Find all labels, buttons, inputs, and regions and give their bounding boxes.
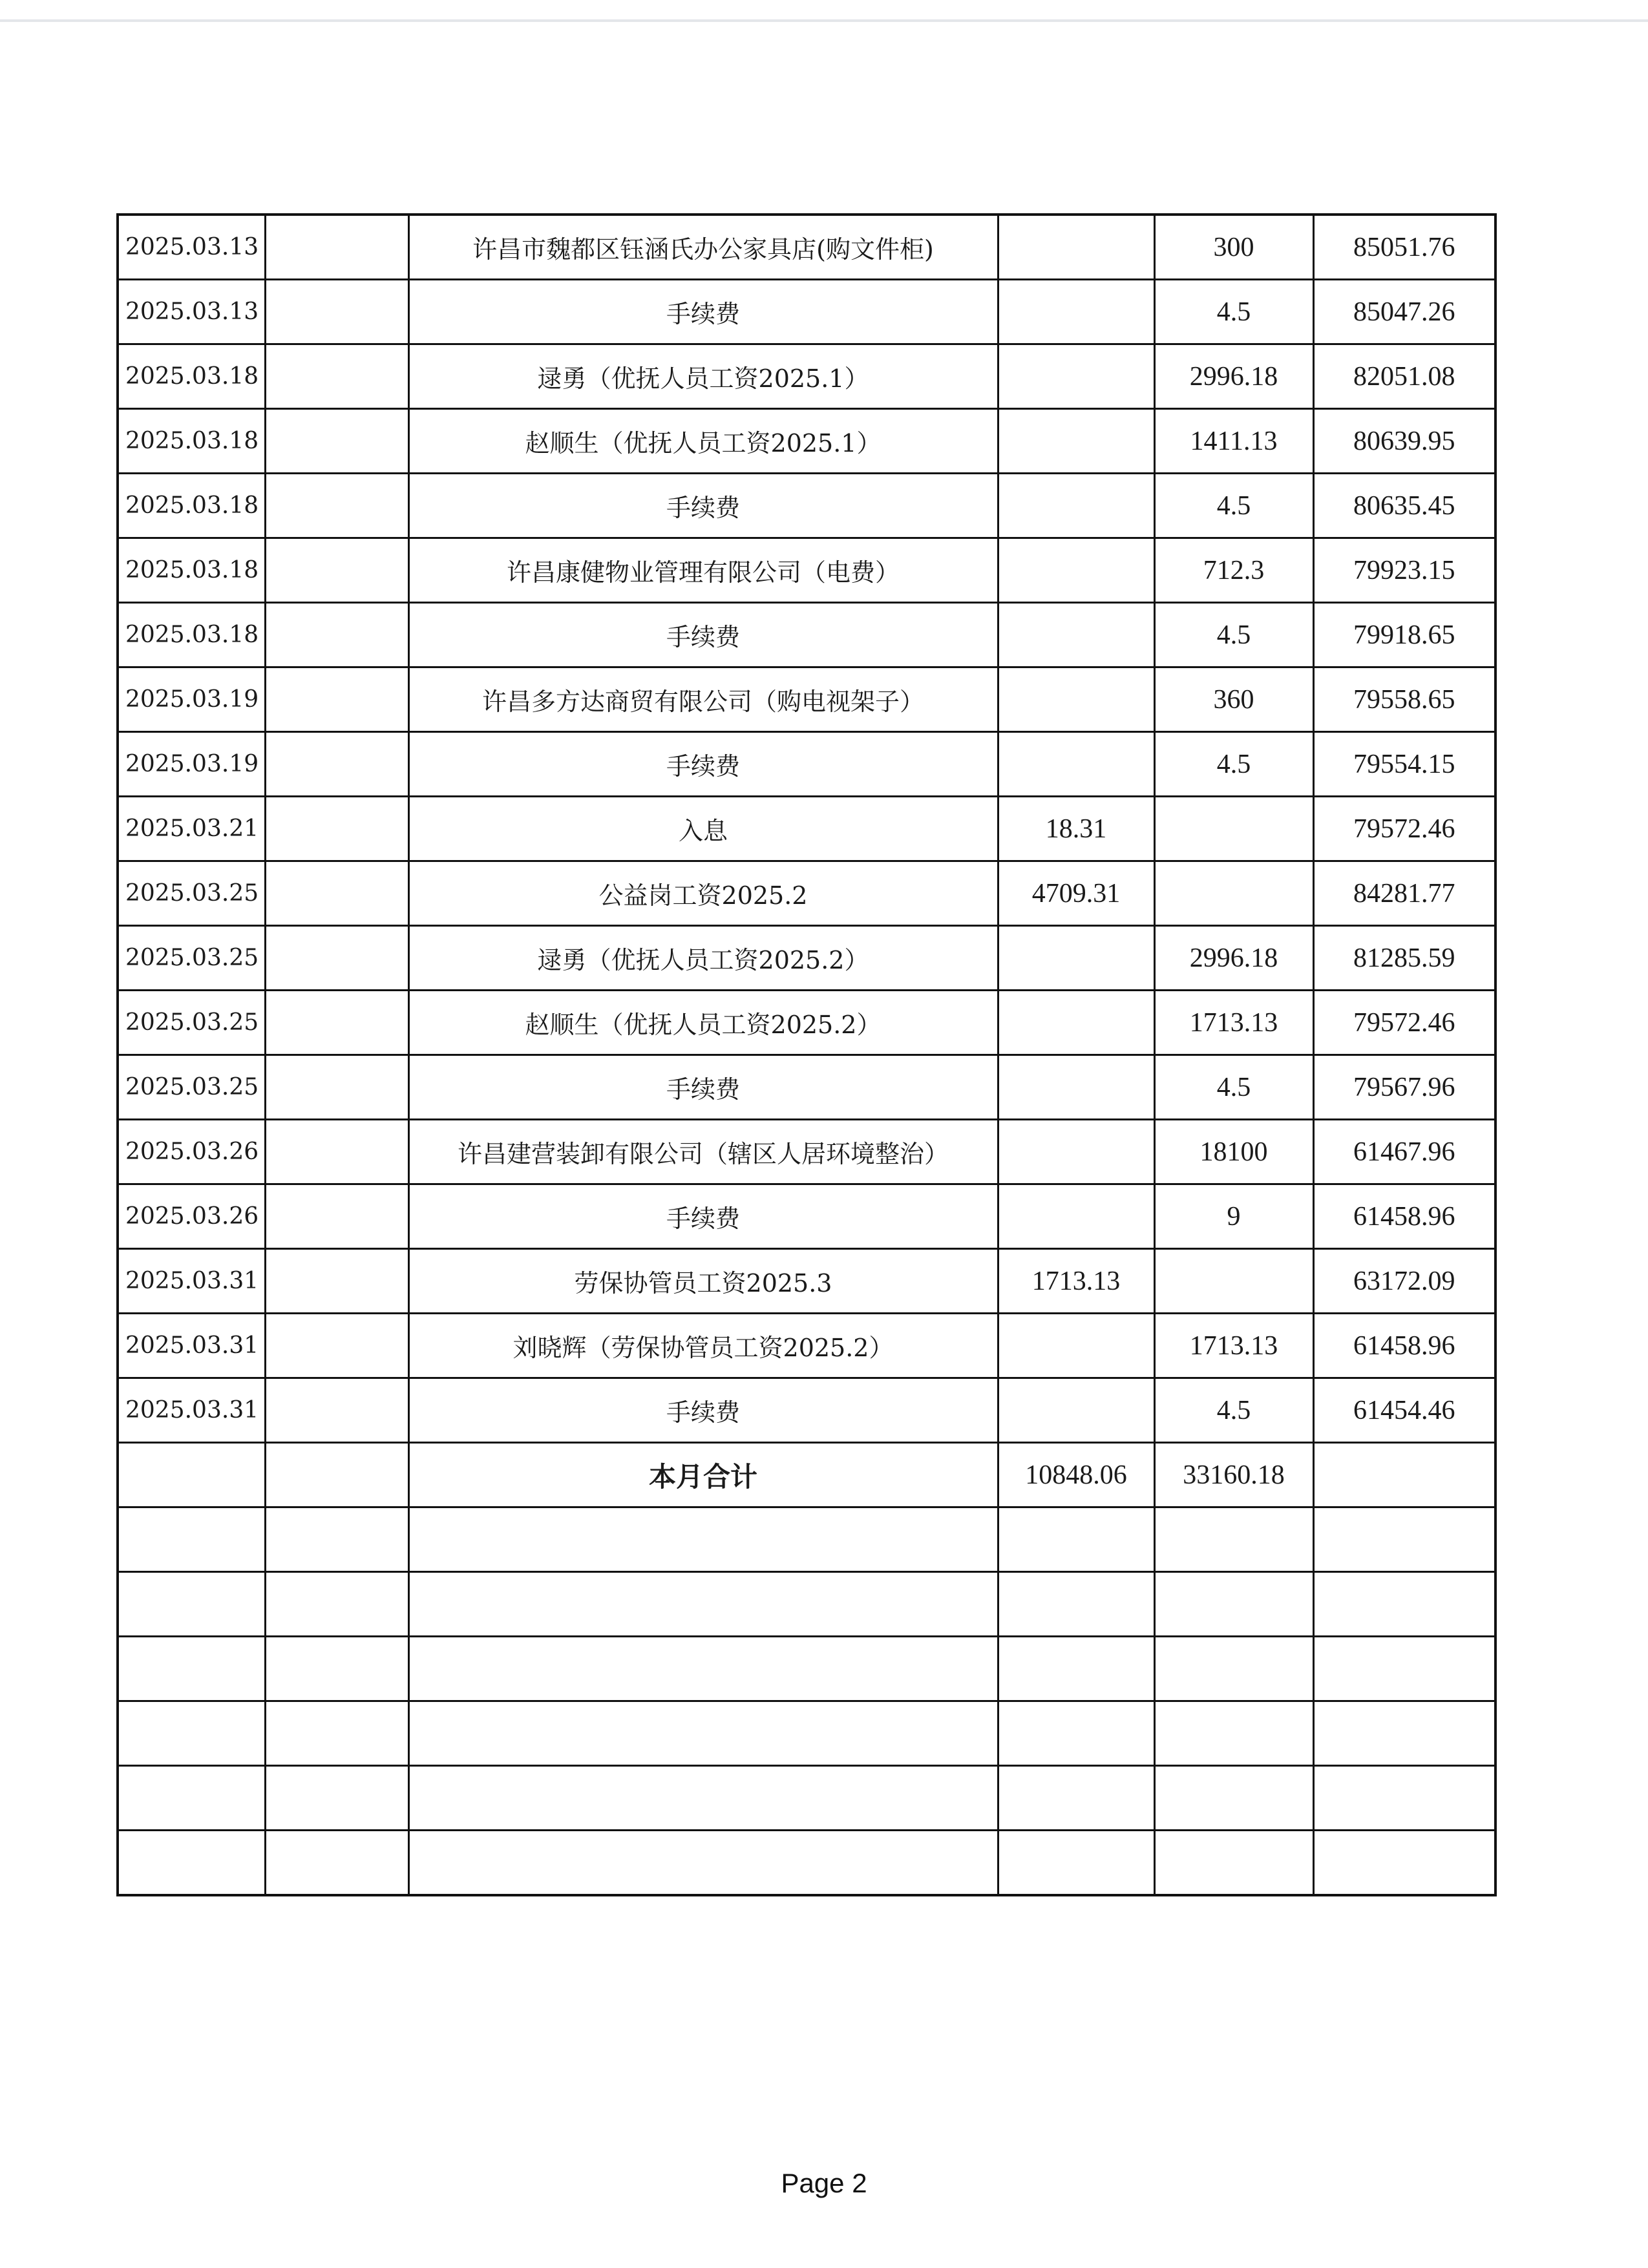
table-row	[118, 215, 1495, 280]
table-row	[118, 1314, 1495, 1378]
date-cell: 2025.03.18	[118, 409, 265, 474]
reference-cell	[265, 409, 408, 474]
debit-cell	[998, 667, 1154, 732]
summary-cell: 劳保协管员工资2025.3	[408, 1249, 998, 1314]
summary-cell: 入息	[408, 797, 998, 861]
reference-cell	[265, 667, 408, 732]
debit-cell	[998, 409, 1154, 474]
reference-cell	[265, 1249, 408, 1314]
debit-cell	[998, 1120, 1154, 1184]
credit-cell: 4.5	[1154, 1378, 1313, 1443]
balance-cell: 79572.46	[1313, 797, 1495, 861]
summary-cell: 许昌市魏都区钰涵氏办公家具店(购文件柜)	[408, 215, 998, 280]
empty-cell	[1313, 1766, 1495, 1831]
summary-cell: 手续费	[408, 732, 998, 797]
debit-cell	[998, 991, 1154, 1055]
date-cell: 2025.03.18	[118, 603, 265, 667]
summary-cell: 逯勇（优抚人员工资2025.1）	[408, 344, 998, 409]
ledger-body	[118, 215, 1495, 1895]
summary-cell: 公益岗工资2025.2	[408, 861, 998, 926]
date-cell: 2025.03.18	[118, 538, 265, 603]
date-cell: 2025.03.25	[118, 926, 265, 991]
date-cell: 2025.03.26	[118, 1120, 265, 1184]
debit-cell	[998, 1055, 1154, 1120]
debit-cell	[998, 538, 1154, 603]
summary-cell: 赵顺生（优抚人员工资2025.2）	[408, 991, 998, 1055]
balance-cell: 81285.59	[1313, 926, 1495, 991]
reference-cell	[265, 861, 408, 926]
date-cell: 2025.03.19	[118, 667, 265, 732]
table-row	[118, 1120, 1495, 1184]
balance-cell: 63172.09	[1313, 1249, 1495, 1314]
table-row	[118, 1378, 1495, 1443]
debit-cell	[998, 1184, 1154, 1249]
empty-cell	[118, 1831, 265, 1896]
table-row	[118, 861, 1495, 926]
credit-cell: 2996.18	[1154, 344, 1313, 409]
date-cell	[118, 1443, 265, 1507]
date-cell: 2025.03.25	[118, 1055, 265, 1120]
credit-cell: 4.5	[1154, 732, 1313, 797]
balance-cell: 79558.65	[1313, 667, 1495, 732]
reference-cell	[265, 732, 408, 797]
credit-cell: 1411.13	[1154, 409, 1313, 474]
empty-cell	[118, 1572, 265, 1637]
empty-cell	[998, 1507, 1154, 1572]
total-credit: 33160.18	[1154, 1443, 1313, 1507]
empty-cell	[408, 1637, 998, 1701]
credit-cell: 300	[1154, 215, 1313, 280]
reference-cell	[265, 1055, 408, 1120]
reference-cell	[265, 538, 408, 603]
debit-cell	[998, 926, 1154, 991]
date-cell: 2025.03.26	[118, 1184, 265, 1249]
summary-cell: 手续费	[408, 280, 998, 344]
blank-row	[118, 1831, 1495, 1896]
debit-cell	[998, 215, 1154, 280]
table-row	[118, 1055, 1495, 1120]
credit-cell: 18100	[1154, 1120, 1313, 1184]
empty-cell	[408, 1507, 998, 1572]
blank-row	[118, 1507, 1495, 1572]
table-row	[118, 280, 1495, 344]
empty-cell	[408, 1766, 998, 1831]
empty-cell	[265, 1507, 408, 1572]
debit-cell	[998, 474, 1154, 538]
credit-cell: 1713.13	[1154, 991, 1313, 1055]
empty-cell	[118, 1507, 265, 1572]
credit-cell	[1154, 797, 1313, 861]
blank-row	[118, 1572, 1495, 1637]
reference-cell	[265, 280, 408, 344]
empty-cell	[1154, 1507, 1313, 1572]
ledger-table	[116, 213, 1497, 1896]
empty-cell	[1313, 1572, 1495, 1637]
credit-cell: 4.5	[1154, 474, 1313, 538]
empty-cell	[265, 1831, 408, 1896]
balance-cell: 79567.96	[1313, 1055, 1495, 1120]
summary-cell: 手续费	[408, 474, 998, 538]
balance-cell: 61458.96	[1313, 1184, 1495, 1249]
credit-cell: 4.5	[1154, 603, 1313, 667]
reference-cell	[265, 1120, 408, 1184]
table-row	[118, 474, 1495, 538]
empty-cell	[1313, 1701, 1495, 1766]
empty-cell	[998, 1831, 1154, 1896]
blank-row	[118, 1766, 1495, 1831]
debit-cell	[998, 732, 1154, 797]
reference-cell	[265, 991, 408, 1055]
date-cell: 2025.03.31	[118, 1249, 265, 1314]
balance-cell: 80635.45	[1313, 474, 1495, 538]
balance-cell: 61454.46	[1313, 1378, 1495, 1443]
empty-cell	[118, 1766, 265, 1831]
date-cell: 2025.03.18	[118, 474, 265, 538]
reference-cell	[265, 215, 408, 280]
empty-cell	[408, 1701, 998, 1766]
empty-cell	[1154, 1831, 1313, 1896]
empty-cell	[118, 1701, 265, 1766]
empty-cell	[265, 1637, 408, 1701]
balance-cell: 82051.08	[1313, 344, 1495, 409]
date-cell: 2025.03.25	[118, 991, 265, 1055]
debit-cell	[998, 603, 1154, 667]
date-cell: 2025.03.13	[118, 215, 265, 280]
reference-cell	[265, 797, 408, 861]
summary-cell: 许昌康健物业管理有限公司（电费）	[408, 538, 998, 603]
table-row	[118, 409, 1495, 474]
reference-cell	[265, 603, 408, 667]
balance-cell: 61458.96	[1313, 1314, 1495, 1378]
credit-cell: 2996.18	[1154, 926, 1313, 991]
empty-cell	[1313, 1637, 1495, 1701]
reference-cell	[265, 474, 408, 538]
empty-cell	[265, 1766, 408, 1831]
empty-cell	[1313, 1507, 1495, 1572]
table-row	[118, 991, 1495, 1055]
page-number: Page 2	[781, 2168, 867, 2198]
date-cell: 2025.03.19	[118, 732, 265, 797]
credit-cell	[1154, 1249, 1313, 1314]
reference-cell	[265, 926, 408, 991]
empty-cell	[998, 1701, 1154, 1766]
total-debit: 10848.06	[998, 1443, 1154, 1507]
table-row	[118, 1249, 1495, 1314]
credit-cell: 1713.13	[1154, 1314, 1313, 1378]
empty-cell	[1154, 1766, 1313, 1831]
balance-cell: 79554.15	[1313, 732, 1495, 797]
table-row	[118, 538, 1495, 603]
balance-cell: 79572.46	[1313, 991, 1495, 1055]
balance-cell: 84281.77	[1313, 861, 1495, 926]
empty-cell	[408, 1572, 998, 1637]
debit-cell	[998, 280, 1154, 344]
empty-cell	[998, 1637, 1154, 1701]
table-row	[118, 1184, 1495, 1249]
credit-cell: 4.5	[1154, 280, 1313, 344]
credit-cell	[1154, 861, 1313, 926]
table-row	[118, 797, 1495, 861]
debit-cell: 4709.31	[998, 861, 1154, 926]
balance-cell: 79918.65	[1313, 603, 1495, 667]
date-cell: 2025.03.13	[118, 280, 265, 344]
balance-cell	[1313, 1443, 1495, 1507]
empty-cell	[118, 1637, 265, 1701]
empty-cell	[998, 1766, 1154, 1831]
summary-cell: 刘晓辉（劳保协管员工资2025.2）	[408, 1314, 998, 1378]
summary-cell: 手续费	[408, 603, 998, 667]
reference-cell	[265, 1184, 408, 1249]
balance-cell: 61467.96	[1313, 1120, 1495, 1184]
balance-cell: 85051.76	[1313, 215, 1495, 280]
empty-cell	[1154, 1701, 1313, 1766]
debit-cell	[998, 1378, 1154, 1443]
credit-cell: 712.3	[1154, 538, 1313, 603]
credit-cell: 9	[1154, 1184, 1313, 1249]
empty-cell	[1154, 1637, 1313, 1701]
empty-cell	[998, 1572, 1154, 1637]
date-cell: 2025.03.18	[118, 344, 265, 409]
summary-cell: 许昌多方达商贸有限公司（购电视架子）	[408, 667, 998, 732]
date-cell: 2025.03.21	[118, 797, 265, 861]
summary-cell: 手续费	[408, 1184, 998, 1249]
reference-cell	[265, 1314, 408, 1378]
table-row	[118, 926, 1495, 991]
summary-cell: 手续费	[408, 1055, 998, 1120]
scan-edge	[0, 19, 1648, 22]
empty-cell	[408, 1831, 998, 1896]
debit-cell	[998, 344, 1154, 409]
balance-cell: 85047.26	[1313, 280, 1495, 344]
debit-cell	[998, 1314, 1154, 1378]
table-row	[118, 344, 1495, 409]
empty-cell	[1313, 1831, 1495, 1896]
reference-cell	[265, 1443, 408, 1507]
balance-cell: 79923.15	[1313, 538, 1495, 603]
table-row	[118, 603, 1495, 667]
debit-cell: 1713.13	[998, 1249, 1154, 1314]
summary-cell: 手续费	[408, 1378, 998, 1443]
table-row	[118, 667, 1495, 732]
empty-cell	[265, 1572, 408, 1637]
date-cell: 2025.03.31	[118, 1378, 265, 1443]
debit-cell: 18.31	[998, 797, 1154, 861]
total-label: 本月合计	[408, 1443, 998, 1507]
summary-cell: 许昌建营装卸有限公司（辖区人居环境整治）	[408, 1120, 998, 1184]
table-row	[118, 732, 1495, 797]
credit-cell: 360	[1154, 667, 1313, 732]
reference-cell	[265, 344, 408, 409]
total-row	[118, 1443, 1495, 1507]
date-cell: 2025.03.25	[118, 861, 265, 926]
date-cell: 2025.03.31	[118, 1314, 265, 1378]
balance-cell: 80639.95	[1313, 409, 1495, 474]
blank-row	[118, 1701, 1495, 1766]
reference-cell	[265, 1378, 408, 1443]
empty-cell	[265, 1701, 408, 1766]
empty-cell	[1154, 1572, 1313, 1637]
summary-cell: 赵顺生（优抚人员工资2025.1）	[408, 409, 998, 474]
credit-cell: 4.5	[1154, 1055, 1313, 1120]
summary-cell: 逯勇（优抚人员工资2025.2）	[408, 926, 998, 991]
blank-row	[118, 1637, 1495, 1701]
